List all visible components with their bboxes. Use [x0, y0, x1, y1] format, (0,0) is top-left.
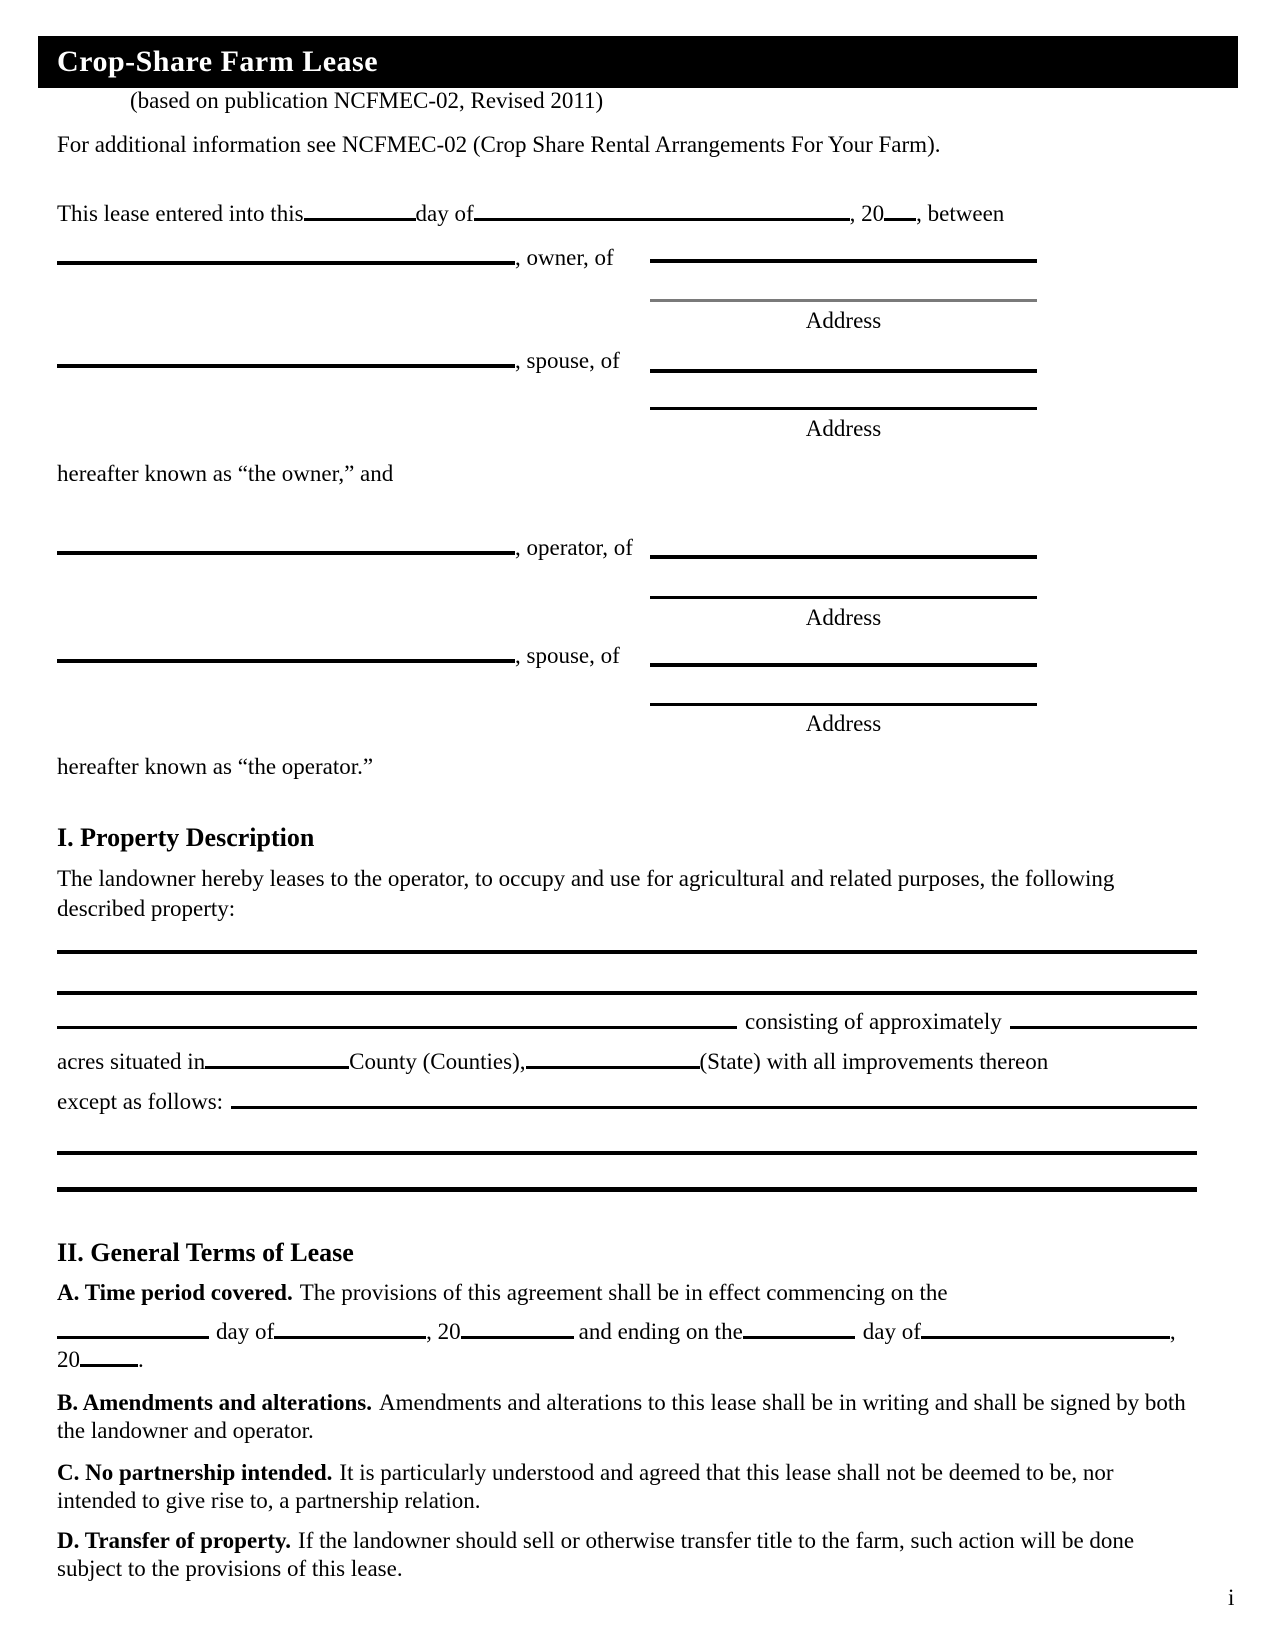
clause-a-row-text-4: day of: [862, 1319, 921, 1344]
clause-a-lead: A. Time period covered.: [57, 1280, 293, 1305]
clause-a-row-text-2: , 20: [426, 1319, 461, 1344]
operator-name-row: [57, 535, 633, 561]
clause-d-text: If the landowner should sell or otherwise transfer title to the farm, such action will be done subject to the provisions of this lease.: [57, 1528, 1135, 1581]
lease-intro-text-2: day of: [415, 201, 474, 226]
operator-spouse-address-label: Address: [805, 711, 882, 736]
except-row: [57, 1089, 1197, 1115]
commence-year-blank: [461, 1336, 574, 1339]
owner-spouse-address-label: Address: [805, 416, 882, 441]
owner-spouse-label: , spouse, of: [515, 348, 620, 373]
owner-spouse-address-line-2: [650, 407, 1037, 410]
operator-spouse-name-row: [57, 643, 620, 669]
clause-a-row-text-1: day of: [216, 1319, 275, 1344]
ending-day-blank: [743, 1336, 855, 1339]
clause-b-text: Amendments and alterations to this lease shall be in writing and shall be signed by both the landowner and operator.: [57, 1390, 1186, 1443]
section2-heading: II. General Terms of Lease: [57, 1238, 354, 1267]
info-line: For additional information see NCFMEC-02 (Crop Share Rental Arrangements For Your Farm).: [57, 132, 941, 157]
lease-intro-text-1: This lease entered into this: [57, 201, 304, 226]
clause-b-lead: B. Amendments and alterations.: [57, 1390, 372, 1415]
clause-a-row-text-5: ,: [1169, 1319, 1176, 1344]
page-number: i: [1228, 1585, 1235, 1610]
clause-a-text: The provisions of this agreement shall be in effect commencing on the: [299, 1280, 948, 1305]
property-description-blank-line-1: [57, 950, 1197, 954]
property-description-blank-line-2: [57, 991, 1197, 995]
except-label: except as follows:: [57, 1089, 224, 1114]
owner-address-line-1: [650, 259, 1037, 263]
approximate-acres-blank: [1010, 1026, 1197, 1029]
clause-c-paragraph: [57, 1459, 1197, 1515]
owner-address-line-2: [650, 299, 1037, 302]
lease-month-blank: [474, 218, 850, 221]
clause-c-text: It is particularly understood and agreed that this lease shall not be deemed to be, nor intended to give rise to, a partnership relation.: [57, 1460, 1114, 1513]
state-blank: [526, 1066, 700, 1069]
owner-name-row: [57, 245, 614, 271]
owner-spouse-address-line-1: [650, 369, 1037, 373]
clause-a-year-period: .: [138, 1347, 144, 1372]
operator-known-as: hereafter known as “the operator.”: [57, 754, 374, 779]
lease-intro-text-3: , 20: [849, 201, 885, 226]
acres-text-3: (State) with all improvements thereon: [699, 1049, 1049, 1074]
clause-a-year-prefix: 20: [57, 1347, 80, 1372]
lease-intro-line: [57, 201, 1004, 227]
clause-d-paragraph: [57, 1527, 1197, 1583]
clause-a-row-text-3: and ending on the: [578, 1319, 743, 1344]
ending-year-blank: [80, 1364, 138, 1367]
clause-c-lead: C. No partnership intended.: [57, 1460, 333, 1485]
acres-text-1: acres situated in: [57, 1049, 206, 1074]
operator-spouse-address-line-1: [650, 663, 1037, 667]
operator-address-line-2: [650, 596, 1037, 599]
operator-address-line-1: [650, 555, 1037, 559]
owner-label: , owner, of: [515, 245, 614, 270]
operator-spouse-address-line-2: [650, 703, 1037, 706]
subtitle: (based on publication NCFMEC-02, Revised 2011): [130, 88, 604, 113]
owner-address-label: Address: [805, 308, 882, 333]
owner-known-as: hereafter known as “the owner,” and: [57, 461, 394, 486]
lease-year-blank: [884, 218, 916, 221]
lease-intro-text-4: , between: [916, 201, 1005, 226]
except-blank: [231, 1106, 1197, 1109]
clause-b-paragraph: [57, 1389, 1197, 1445]
operator-spouse-label: , spouse, of: [515, 643, 620, 668]
section1-heading: I. Property Description: [57, 823, 315, 852]
county-blank: [205, 1066, 349, 1069]
operator-spouse-name-blank: [57, 659, 515, 663]
clause-a-paragraph: [57, 1279, 1197, 1307]
commence-month-blank: [274, 1336, 426, 1339]
acres-text-2: County (Counties),: [349, 1049, 526, 1074]
owner-name-blank: [57, 261, 515, 265]
except-blank-line-2: [57, 1151, 1197, 1155]
consisting-label: consisting of approximately: [745, 1009, 1002, 1034]
clause-a-blank-row: [57, 1319, 1176, 1345]
page-title: Crop-Share Farm Lease: [57, 45, 379, 78]
title-bar: [38, 36, 1238, 88]
clause-a-year-row: [57, 1347, 144, 1373]
section1-intro-paragraph: The landowner hereby leases to the operator, to occupy and use for agricultural and related purposes, the following described property:: [57, 866, 1115, 921]
acres-row: [57, 1049, 1048, 1075]
owner-spouse-name-blank: [57, 364, 515, 368]
clause-d-lead: D. Transfer of property.: [57, 1528, 292, 1553]
operator-label: , operator, of: [515, 535, 633, 560]
except-blank-line-3: [57, 1187, 1197, 1192]
ending-month-blank: [921, 1336, 1170, 1339]
property-description-blank-3: [57, 1026, 737, 1029]
commence-day-blank: [57, 1336, 209, 1339]
operator-name-blank: [57, 551, 515, 555]
consisting-row: [57, 1009, 1197, 1035]
operator-address-label: Address: [805, 605, 882, 630]
owner-spouse-name-row: [57, 348, 620, 374]
lease-day-blank: [304, 218, 416, 221]
